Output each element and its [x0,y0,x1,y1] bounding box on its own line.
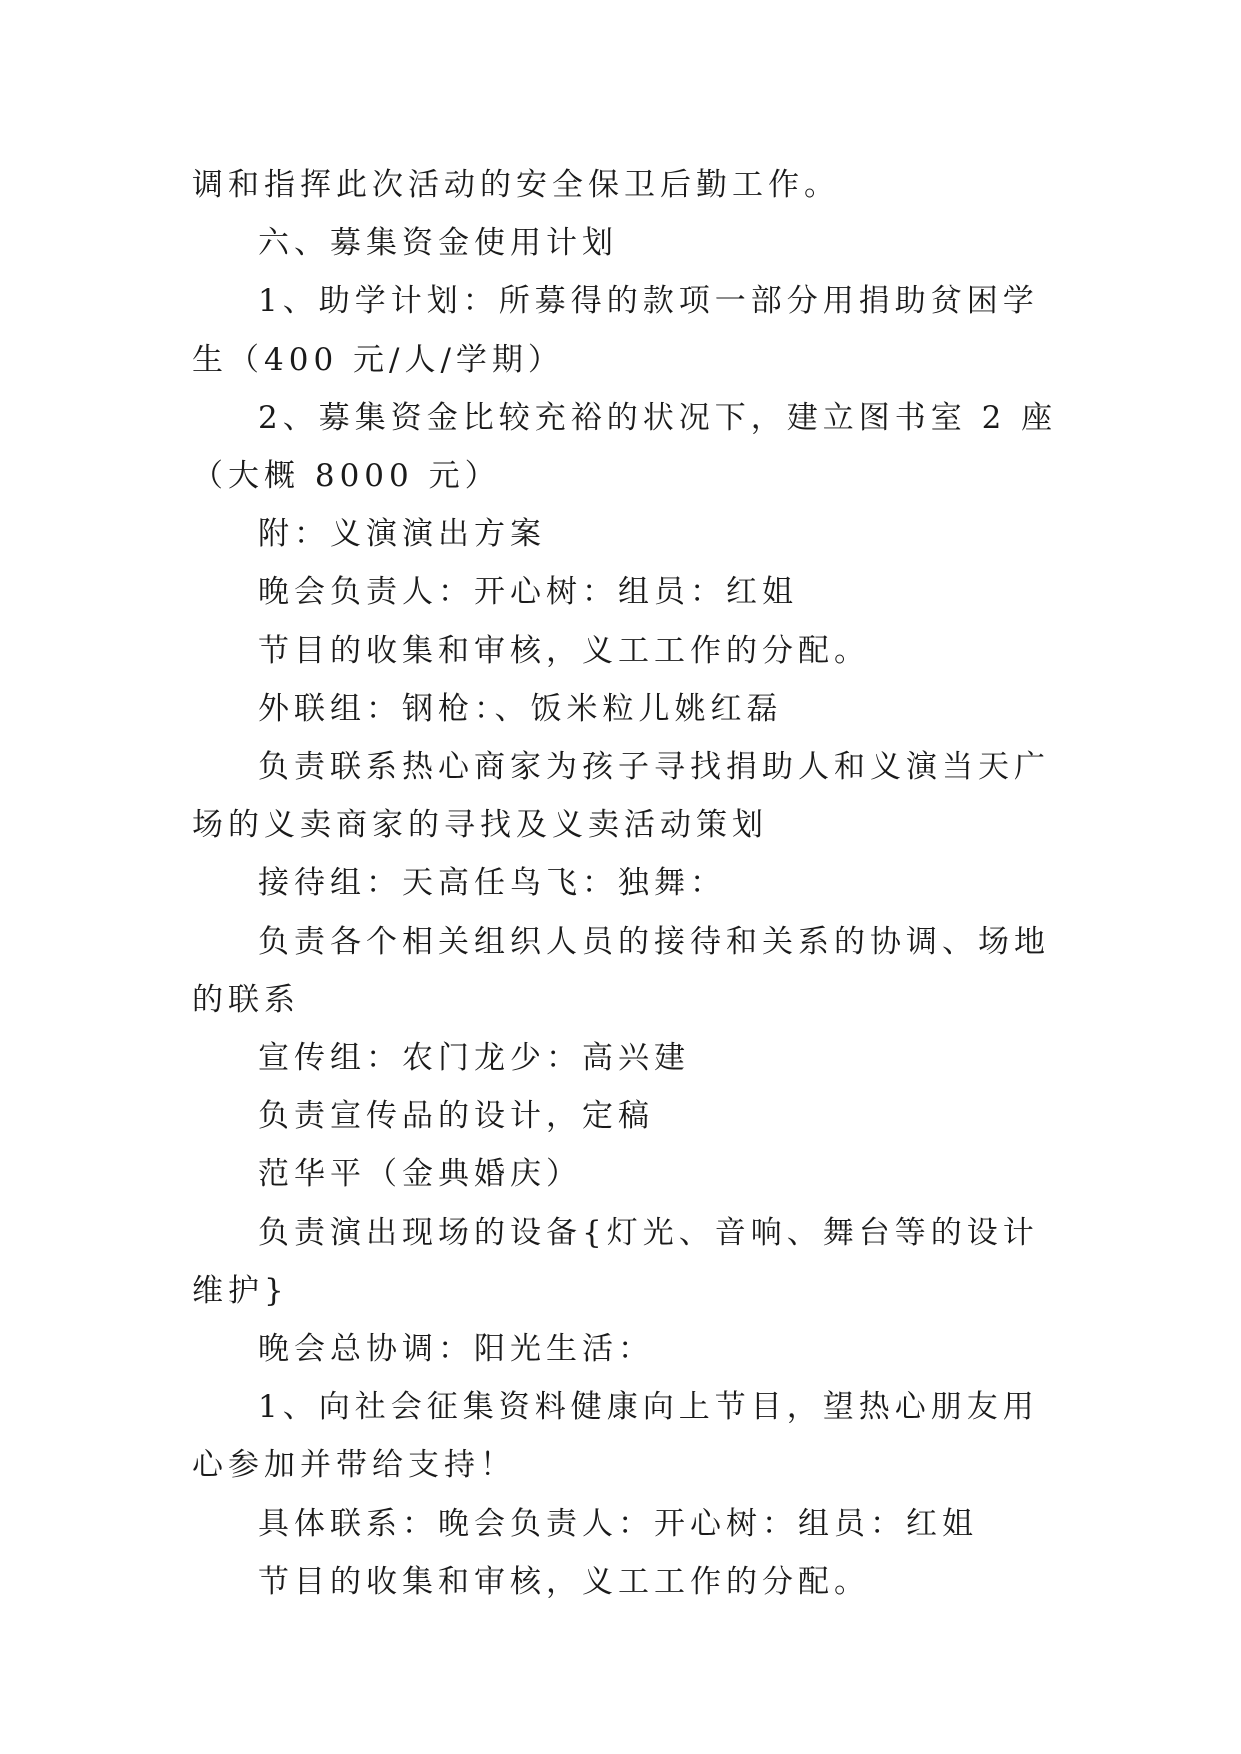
paragraph: 1、向社会征集资料健康向上节目，望热心朋友用心参加并带给支持！ [192,1389,1039,1484]
paragraph: 节目的收集和审核，义工工作的分配。 [258,1563,870,1600]
paragraph: 宣传组：农门龙少：高兴建 [258,1040,690,1077]
paragraph: 负责演出现场的设备{灯光、音响、舞台等的设计维护} [192,1214,1039,1309]
paragraph: 负责联系热心商家为孩子寻找捐助人和义演当天广场的义卖商家的寻找及义卖活动策划 [192,749,1050,844]
paragraph: 晚会总协调：阳光生活： [258,1331,654,1368]
section-heading: 六、募集资金使用计划 [258,225,618,262]
section-heading: 附：义演演出方案 [258,516,546,553]
paragraph: 具体联系：晚会负责人：开心树：组员：红姐 [258,1505,978,1542]
paragraph: 调和指挥此次活动的安全保卫后勤工作。 [192,167,840,203]
paragraph: 1、助学计划：所募得的款项一部分用捐助贫困学生（400 元/人/学期） [192,283,1039,378]
paragraph: 晚会负责人：开心树：组员：红姐 [258,574,798,611]
paragraph: 接待组：天高任鸟飞：独舞： [258,865,726,902]
paragraph: 范华平（金典婚庆） [258,1156,582,1193]
paragraph: 负责各个相关组织人员的接待和关系的协调、场地的联系 [192,923,1050,1018]
paragraph: 2、募集资金比较充裕的状况下，建立图书室 2 座（大概 8000 元） [192,399,1058,495]
paragraph: 节目的收集和审核，义工工作的分配。 [258,632,870,669]
paragraph: 外联组：钢枪：、饭米粒儿姚红磊 [258,690,783,727]
document-body [192,156,1060,1611]
paragraph: 负责宣传品的设计，定稿 [258,1098,654,1135]
